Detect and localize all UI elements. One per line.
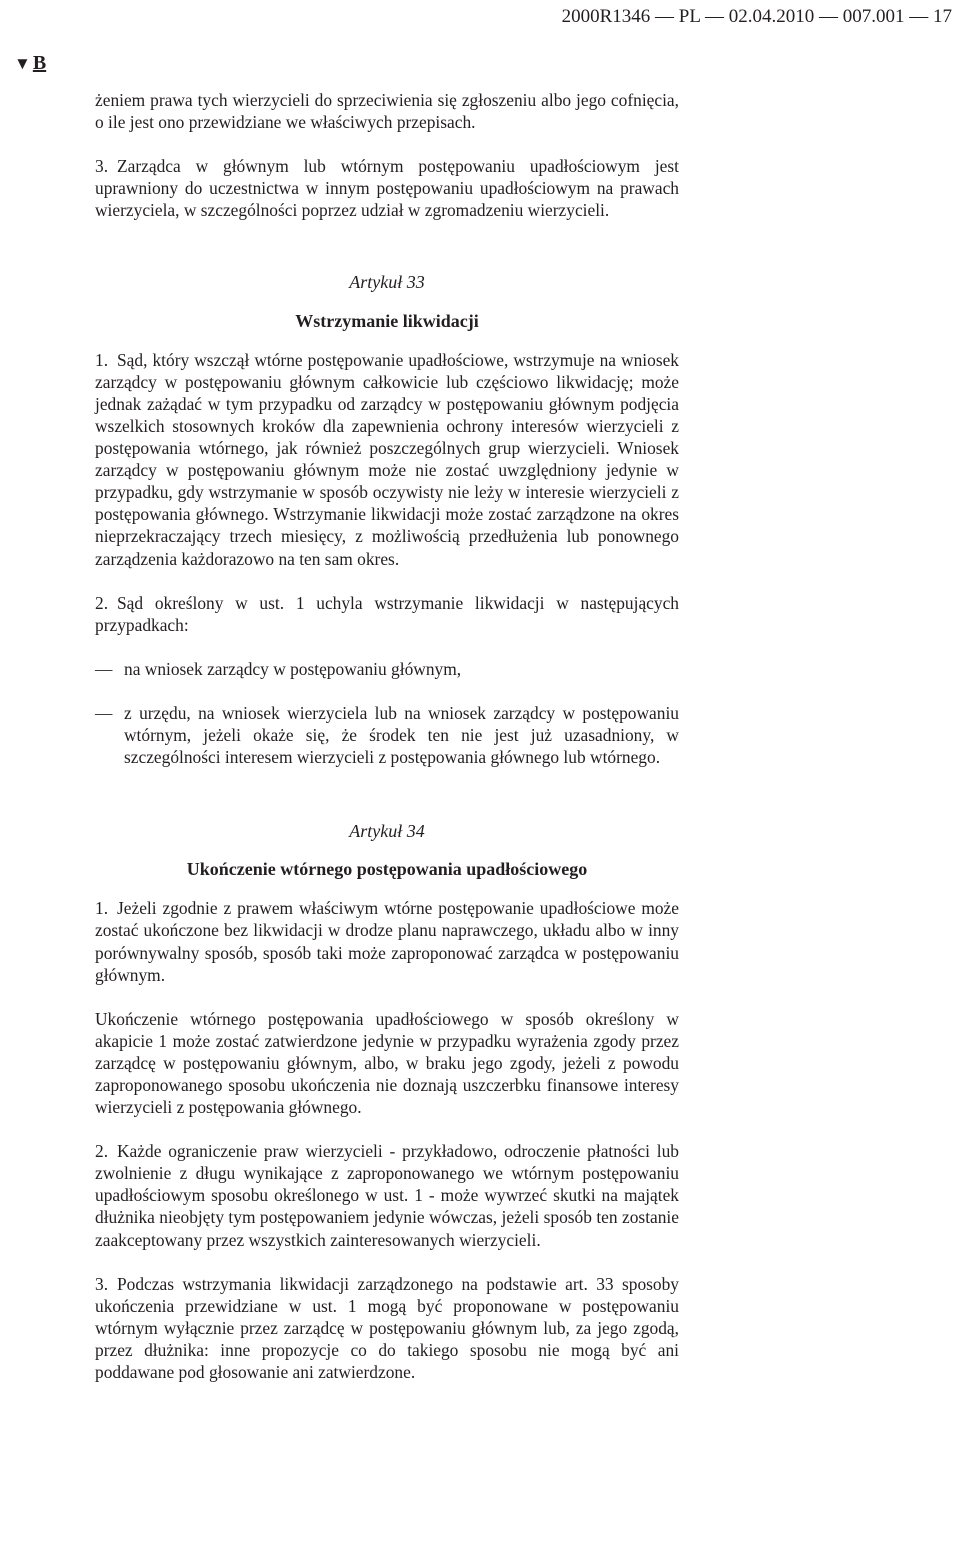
dash-marker: — [95, 658, 113, 679]
paragraph-number: 1. [95, 898, 109, 919]
paragraph-number: 1. [95, 349, 109, 370]
list-item-text: z urzędu, na wniosek wierzyciela lub na wniosek zarządcy w postępowaniu wtórnym, jeżeli okaże się, że środek ten nie jest już uzasadniony, w szczególności interesem wierzycieli z postępowania głównego lub wtórnego. [124, 702, 679, 768]
paragraph-number: 2. [95, 592, 109, 613]
version-marker [14, 52, 46, 75]
list-item [95, 702, 679, 768]
paragraph-continuation: żeniem prawa tych wierzycieli do sprzeciwienia się zgłoszeniu albo jego cofnięcia, o ile jest ono przewidziane we właściwych przepisach. [95, 90, 679, 133]
article-34-paragraph-1b: Ukończenie wtórnego postępowania upadłościowego w sposób określony w akapicie 1 może zostać zatwierdzone jedynie w przypadku wyrażenia zgody przez zarządcę w postępowaniu głównym, albo, w braku jego zgody, jeżeli z powodu zaproponowanego sposobu ukończenia nie doznają uszczerbku finansowe interesy wierzycieli z postępowania głównego. [95, 1008, 679, 1118]
list-item [95, 658, 679, 680]
article-33-number: Artykuł 33 [349, 272, 425, 293]
paragraph-number: 3. [95, 1273, 109, 1294]
dash-marker: — [95, 702, 113, 723]
article-33-paragraph-1: 1. Sąd, który wszczął wtórne postępowanie upadłościowe, wstrzymuje na wniosek zarządcy w postępowaniu głównym całkowicie lub częściowo likwidację; może jednak zażądać w tym przypadku od zarządcy w postępowaniu głównym podjęcia wszelkich stosownych kroków dla zapewnienia ochrony interesów wierzycieli z postępowania wtórnego, jak również poszczególnych grup wierzycieli. Wniosek zarządcy w postępowaniu głównym może nie zostać uwzględniony jedynie w przypadku, gdy wstrzymanie w sposób oczywisty nie leży w interesie wierzycieli z postępowania głównego. Wstrzymanie likwidacji może zostać zarządzone na okres nieprzekraczający trzech miesięcy, z możliwością przedłużenia lub ponownego zarządzenia każdorazowo na ten sam okres. [95, 349, 679, 569]
marker-letter: B [32, 52, 47, 74]
page-header: 2000R1346 — PL — 02.04.2010 — 007.001 — 17 [561, 6, 952, 27]
article-34-title: Ukończenie wtórnego postępowania upadłościowego [186, 859, 588, 880]
list-item-text: na wniosek zarządcy w postępowaniu głównym, [124, 658, 462, 679]
article-33-paragraph-2: 2. Sąd określony w ust. 1 uchyla wstrzymanie likwidacji w następujących przypadkach: [95, 592, 679, 635]
paragraph-number: 3. [95, 156, 109, 177]
article-34-paragraph-2: 2. Każde ograniczenie praw wierzycieli - przykładowo, odroczenie płatności lub zwolnienie z długu wynikające z zaproponowanego we wtórnym postępowaniu upadłościowym sposobu określonego w ust. 1 - może wywrzeć skutki na majątek dłużnika nieobjęty tym postępowaniem jedynie wówczas, jeżeli sposób ten zostanie zaakceptowany przez wszystkich zainteresowanych wierzycieli. [95, 1141, 679, 1250]
paragraph-number: 2. [95, 1141, 109, 1162]
article-34-number: Artykuł 34 [349, 821, 425, 842]
paragraph-3: 3. Zarządca w głównym lub wtórnym postępowaniu upadłościowym jest uprawniony do uczestnictwa w innym postępowaniu upadłościowym na prawach wierzyciela, w szczególności poprzez udział w zgromadzeniu wierzycieli. [95, 156, 679, 221]
article-34-paragraph-3: 3. Podczas wstrzymania likwidacji zarządzonego na podstawie art. 33 sposoby ukończenia przewidziane w ust. 1 mogą być proponowane w postępowaniu wtórnym wyłącznie przez zarządcę w postępowaniu głównym lub, za jego zgodą, przez dłużnika: inne propozycje co do takiego sposobu nie mogą być ani poddawane pod głosowanie ani zatwierdzone. [95, 1273, 679, 1383]
document-body [95, 89, 679, 1383]
triangle-down-icon: ▼ [14, 54, 31, 73]
article-33-title: Wstrzymanie likwidacji [295, 310, 479, 331]
article-34-paragraph-1: 1. Jeżeli zgodnie z prawem właściwym wtórne postępowanie upadłościowe może zostać ukończone bez likwidacji w drodze planu naprawczego, układu albo w inny porównywalny sposób, sposób taki może zaproponować zarządca w postępowaniu głównym. [95, 898, 679, 985]
